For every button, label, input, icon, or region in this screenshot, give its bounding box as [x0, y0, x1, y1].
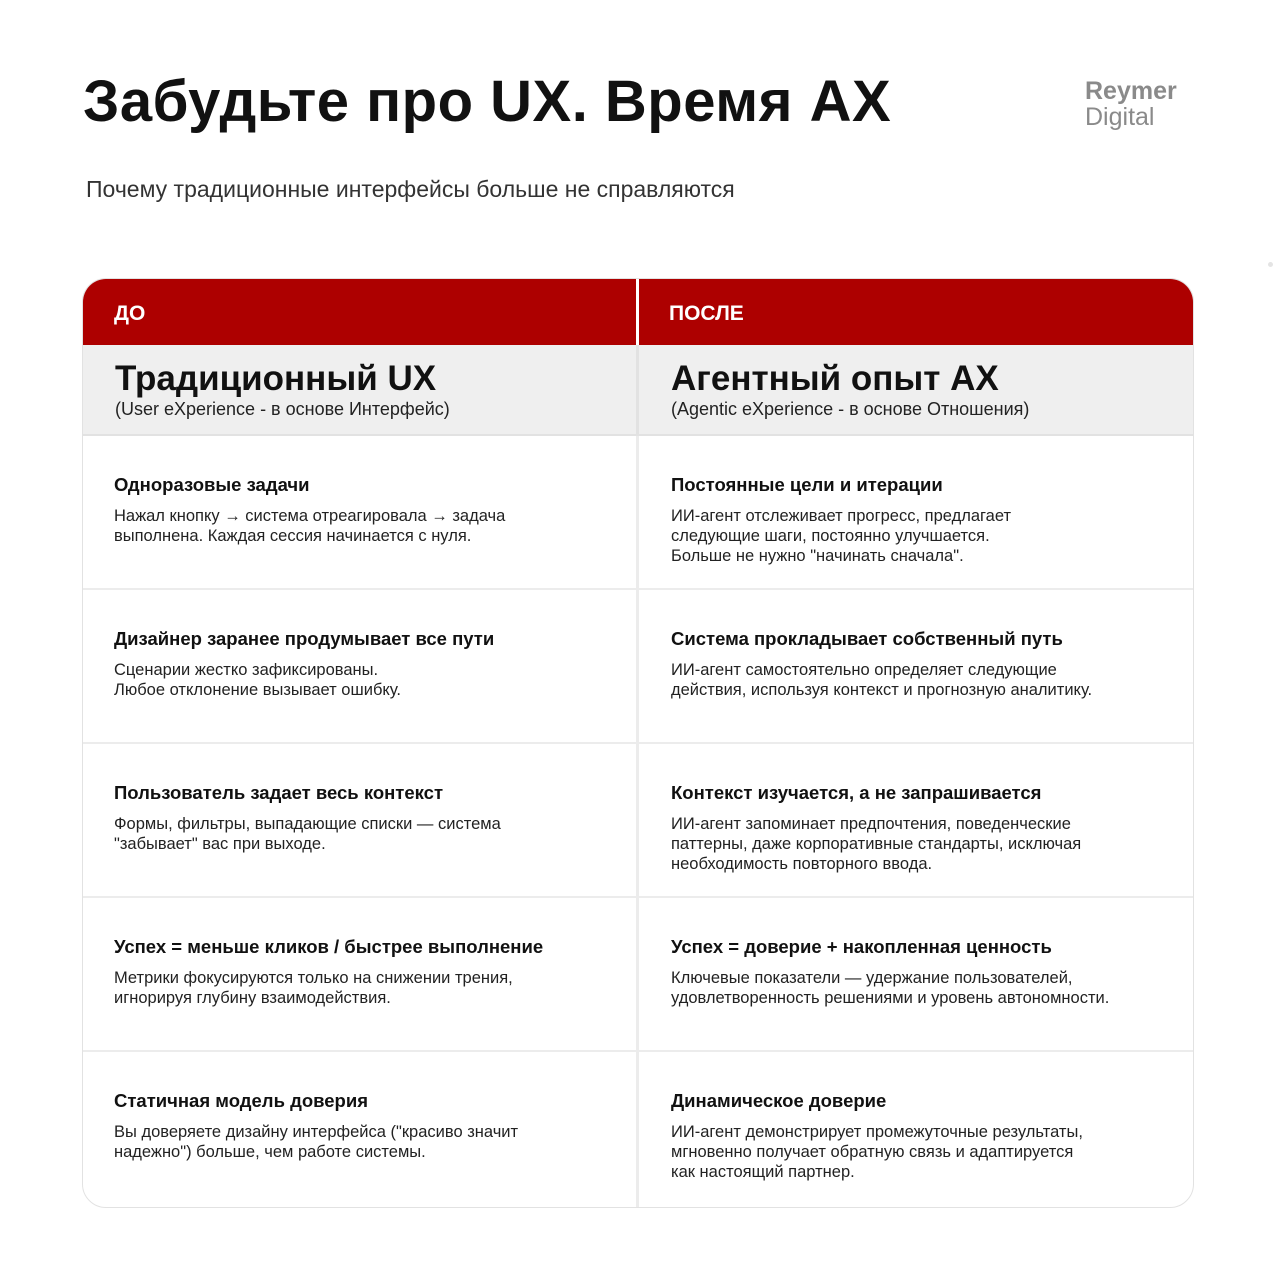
cell-after — [639, 590, 1193, 742]
cell-title: Успех = доверие + накопленная ценность — [671, 936, 1052, 957]
cell-text: Сценарии жестко зафиксированы. Любое отклонение вызывает ошибку. — [114, 661, 401, 699]
brand-logo — [1085, 78, 1177, 130]
column-title-after: Агентный опыт AX — [671, 359, 999, 398]
logo-line-2: Digital — [1085, 103, 1155, 131]
column-heading-after — [639, 345, 1193, 434]
column-heading-before — [83, 345, 639, 434]
cell-before — [83, 590, 639, 742]
page-subtitle: Почему традиционные интерфейсы больше не справляются — [86, 176, 735, 202]
column-note-after: (Agentic eXperience - в основе Отношения) — [671, 399, 1030, 419]
cell-after — [639, 898, 1193, 1050]
cell-before — [83, 436, 639, 588]
cell-title: Успех = меньше кликов / быстрее выполнение — [114, 936, 544, 957]
cell-text: Формы, фильтры, выпадающие списки — система "забывает" вас при выходе. — [114, 815, 501, 853]
cell-text: Вы доверяете дизайну интерфейса ("красиво значит надежно") больше, чем работе системы. — [114, 1123, 519, 1161]
table-row — [83, 898, 1193, 1052]
column-note-before: (User eXperience - в основе Интерфейс) — [115, 399, 450, 419]
cell-after — [639, 436, 1193, 588]
table-row — [83, 436, 1193, 590]
cell-title: Одноразовые задачи — [114, 474, 310, 495]
column-title-before: Традиционный UX — [115, 359, 437, 398]
cell-title: Пользователь задает весь контекст — [114, 782, 444, 803]
table-header-row — [83, 279, 1193, 345]
table-row — [83, 1052, 1193, 1208]
decorative-dot — [1268, 262, 1273, 267]
cell-text: Ключевые показатели — удержание пользователей, удовлетворенность решениями и уровень автономности. — [671, 969, 1110, 1007]
cell-title: Динамическое доверие — [671, 1090, 887, 1111]
cell-after — [639, 1052, 1193, 1208]
cell-text: ИИ-агент демонстрирует промежуточные результаты, мгновенно получает обратную связь и адаптируется как настоящий партнер. — [671, 1123, 1083, 1181]
cell-title: Постоянные цели и итерации — [671, 474, 943, 495]
cell-before — [83, 898, 639, 1050]
table-subheader-row — [83, 345, 1193, 436]
table-row — [83, 744, 1193, 898]
cell-title: Система прокладывает собственный путь — [671, 628, 1063, 649]
table-row — [83, 590, 1193, 744]
column-label-after: ПОСЛЕ — [669, 302, 744, 325]
cell-text: ИИ-агент самостоятельно определяет следующие действия, используя контекст и прогнозную аналитику. — [671, 661, 1093, 699]
cell-title: Статичная модель доверия — [114, 1090, 369, 1111]
page-title: Забудьте про UX. Время AX — [83, 69, 892, 134]
comparison-table — [82, 278, 1194, 1208]
cell-title: Контекст изучается, а не запрашивается — [671, 782, 1042, 803]
cell-after — [639, 744, 1193, 896]
cell-text: ИИ-агент отслеживает прогресс, предлагает следующие шаги, постоянно улучшается. Больше не нужно "начинать сначала". — [671, 507, 1012, 565]
cell-title: Дизайнер заранее продумывает все пути — [114, 628, 495, 649]
cell-text: Нажал кнопку → система отреагировала → задача выполнена. Каждая сессия начинается с нуля. — [114, 507, 506, 545]
cell-before — [83, 1052, 639, 1208]
logo-line-1: Reymer — [1085, 77, 1177, 105]
column-label-before: ДО — [83, 279, 639, 345]
cell-text: ИИ-агент запоминает предпочтения, поведенческие паттерны, даже корпоративные стандарты, исключая необходимость повторного ввода. — [671, 815, 1082, 873]
cell-before — [83, 744, 639, 896]
cell-text: Метрики фокусируются только на снижении трения, игнорируя глубину взаимодействия. — [114, 969, 513, 1007]
